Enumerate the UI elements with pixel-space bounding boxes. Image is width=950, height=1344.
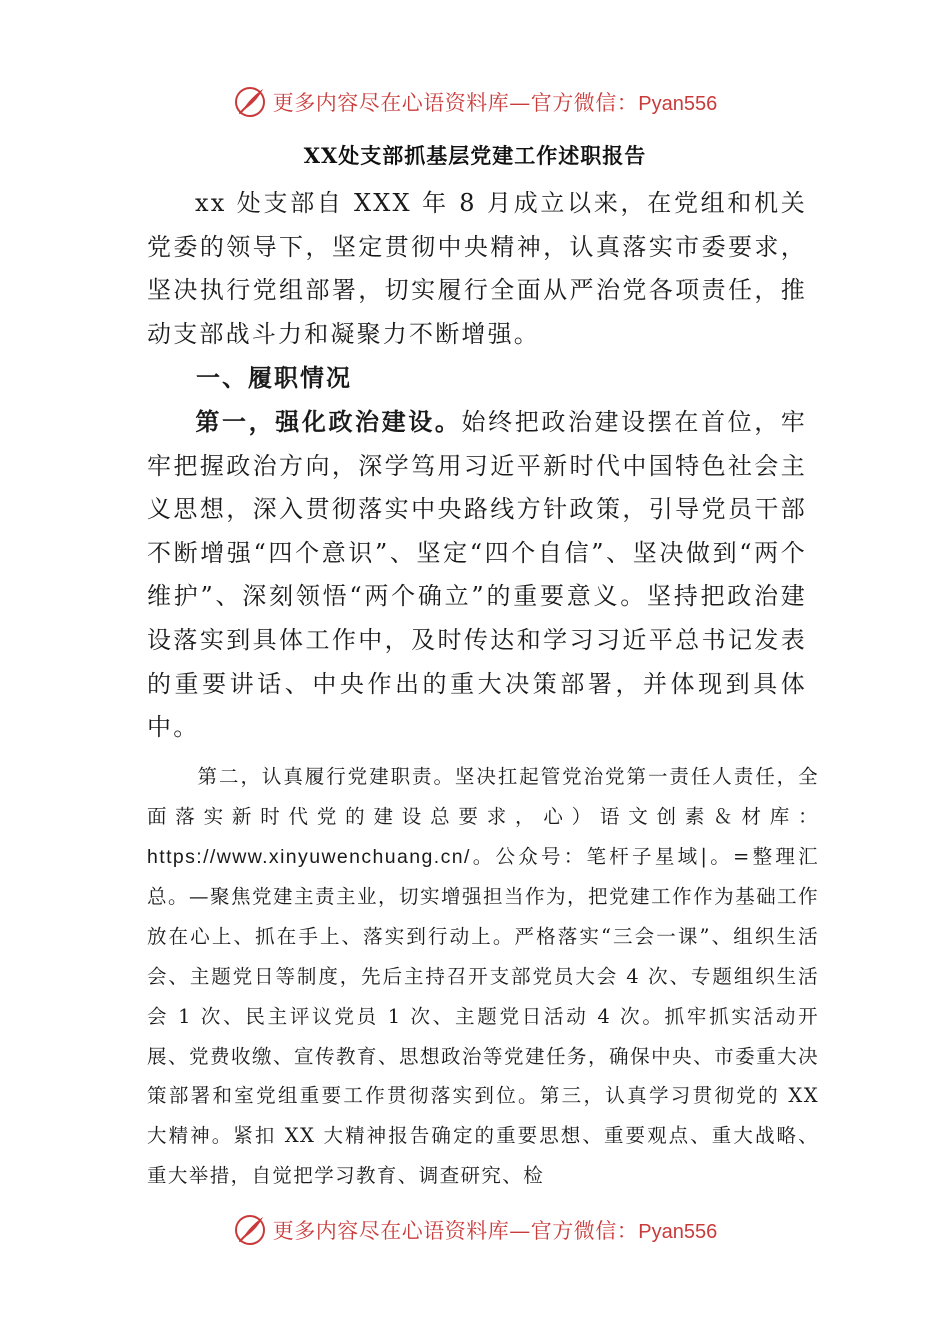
intro-paragraph <box>147 182 807 356</box>
document-title: XX处支部抓基层党建工作述职报告 <box>303 143 647 168</box>
banner-prefix: 更多内容尽在心语资料库—官方微信： <box>272 91 639 115</box>
section-heading: 一、履职情况 <box>196 363 352 392</box>
quill-pen-logo-icon <box>233 1213 267 1247</box>
first-point-lead: 第一，强化政治建设。 <box>195 407 462 436</box>
second-point-paragraph <box>147 757 819 1196</box>
intro-text: xx 处支部自 XXX 年 8 月成立以来，在党组和机关党委的领导下，坚定贯彻中央精神，认真落实市委要求，坚决执行党组部署，切实履行全面从严治党各项责任，推动支部战斗力和凝聚力不断增强。 <box>147 189 807 348</box>
banner-prefix: 更多内容尽在心语资料库—官方微信： <box>272 1219 639 1243</box>
first-point-paragraph <box>147 400 807 750</box>
footer-banner <box>0 1208 950 1252</box>
second-point-text-1: 第二，认真履行党建职责。坚决扛起管党治党第一责任人责任，全面落实新时代党的建设总要求，心）语文创素＆材库： <box>147 765 819 828</box>
quill-pen-logo-icon <box>233 85 267 119</box>
source-url: https://www.xinyuwenchuang.cn/ <box>147 845 471 868</box>
banner-text <box>273 87 717 117</box>
wechat-id: Pyan556 <box>638 1221 718 1243</box>
first-point-body: 始终把政治建设摆在首位，牢牢把握政治方向，深学笃用习近平新时代中国特色社会主义思想，深入贯彻落实中央路线方针政策，引导党员干部不断增强“四个意识”、坚定“四个自信”、坚决做到“两个维护”、深刻领悟“两个确立”的重要意义。坚持把政治建设落实到具体工作中，及时传达和学习习近平总书记发表的重要讲话、中央作出的重大决策部署，并体现到具体 中。 <box>147 408 807 742</box>
banner-text <box>273 1215 717 1245</box>
wechat-id: Pyan556 <box>638 93 718 115</box>
second-point-text-2: 。公众号：笔杆子星域|。=整理汇总。—聚焦党建主责主业，切实增强担当作为，把党建工作作为基础工作放在心上、抓在手上、落实到行动上。严格落实“三会一课”、组织生活会、主题党日等制度，先后主持召开支部党员大会 4 次、专题组织生活会 1 次、民主评议党员 1 次、主题党日活动 4 次。抓牢抓实活动开展、党费收缴、宣传教育、思想政治等党建任务，确保中央、市委重大决策部署和室党组重要工作贯彻落实到位。第三，认真学习贯彻党的 XX 大精神。紧扣 XX 大精神报告确定的重要思想、重要观点、重大战略、重大举措，自觉把学习教育、调查研究、检 <box>147 844 819 1187</box>
header-banner <box>0 80 950 124</box>
